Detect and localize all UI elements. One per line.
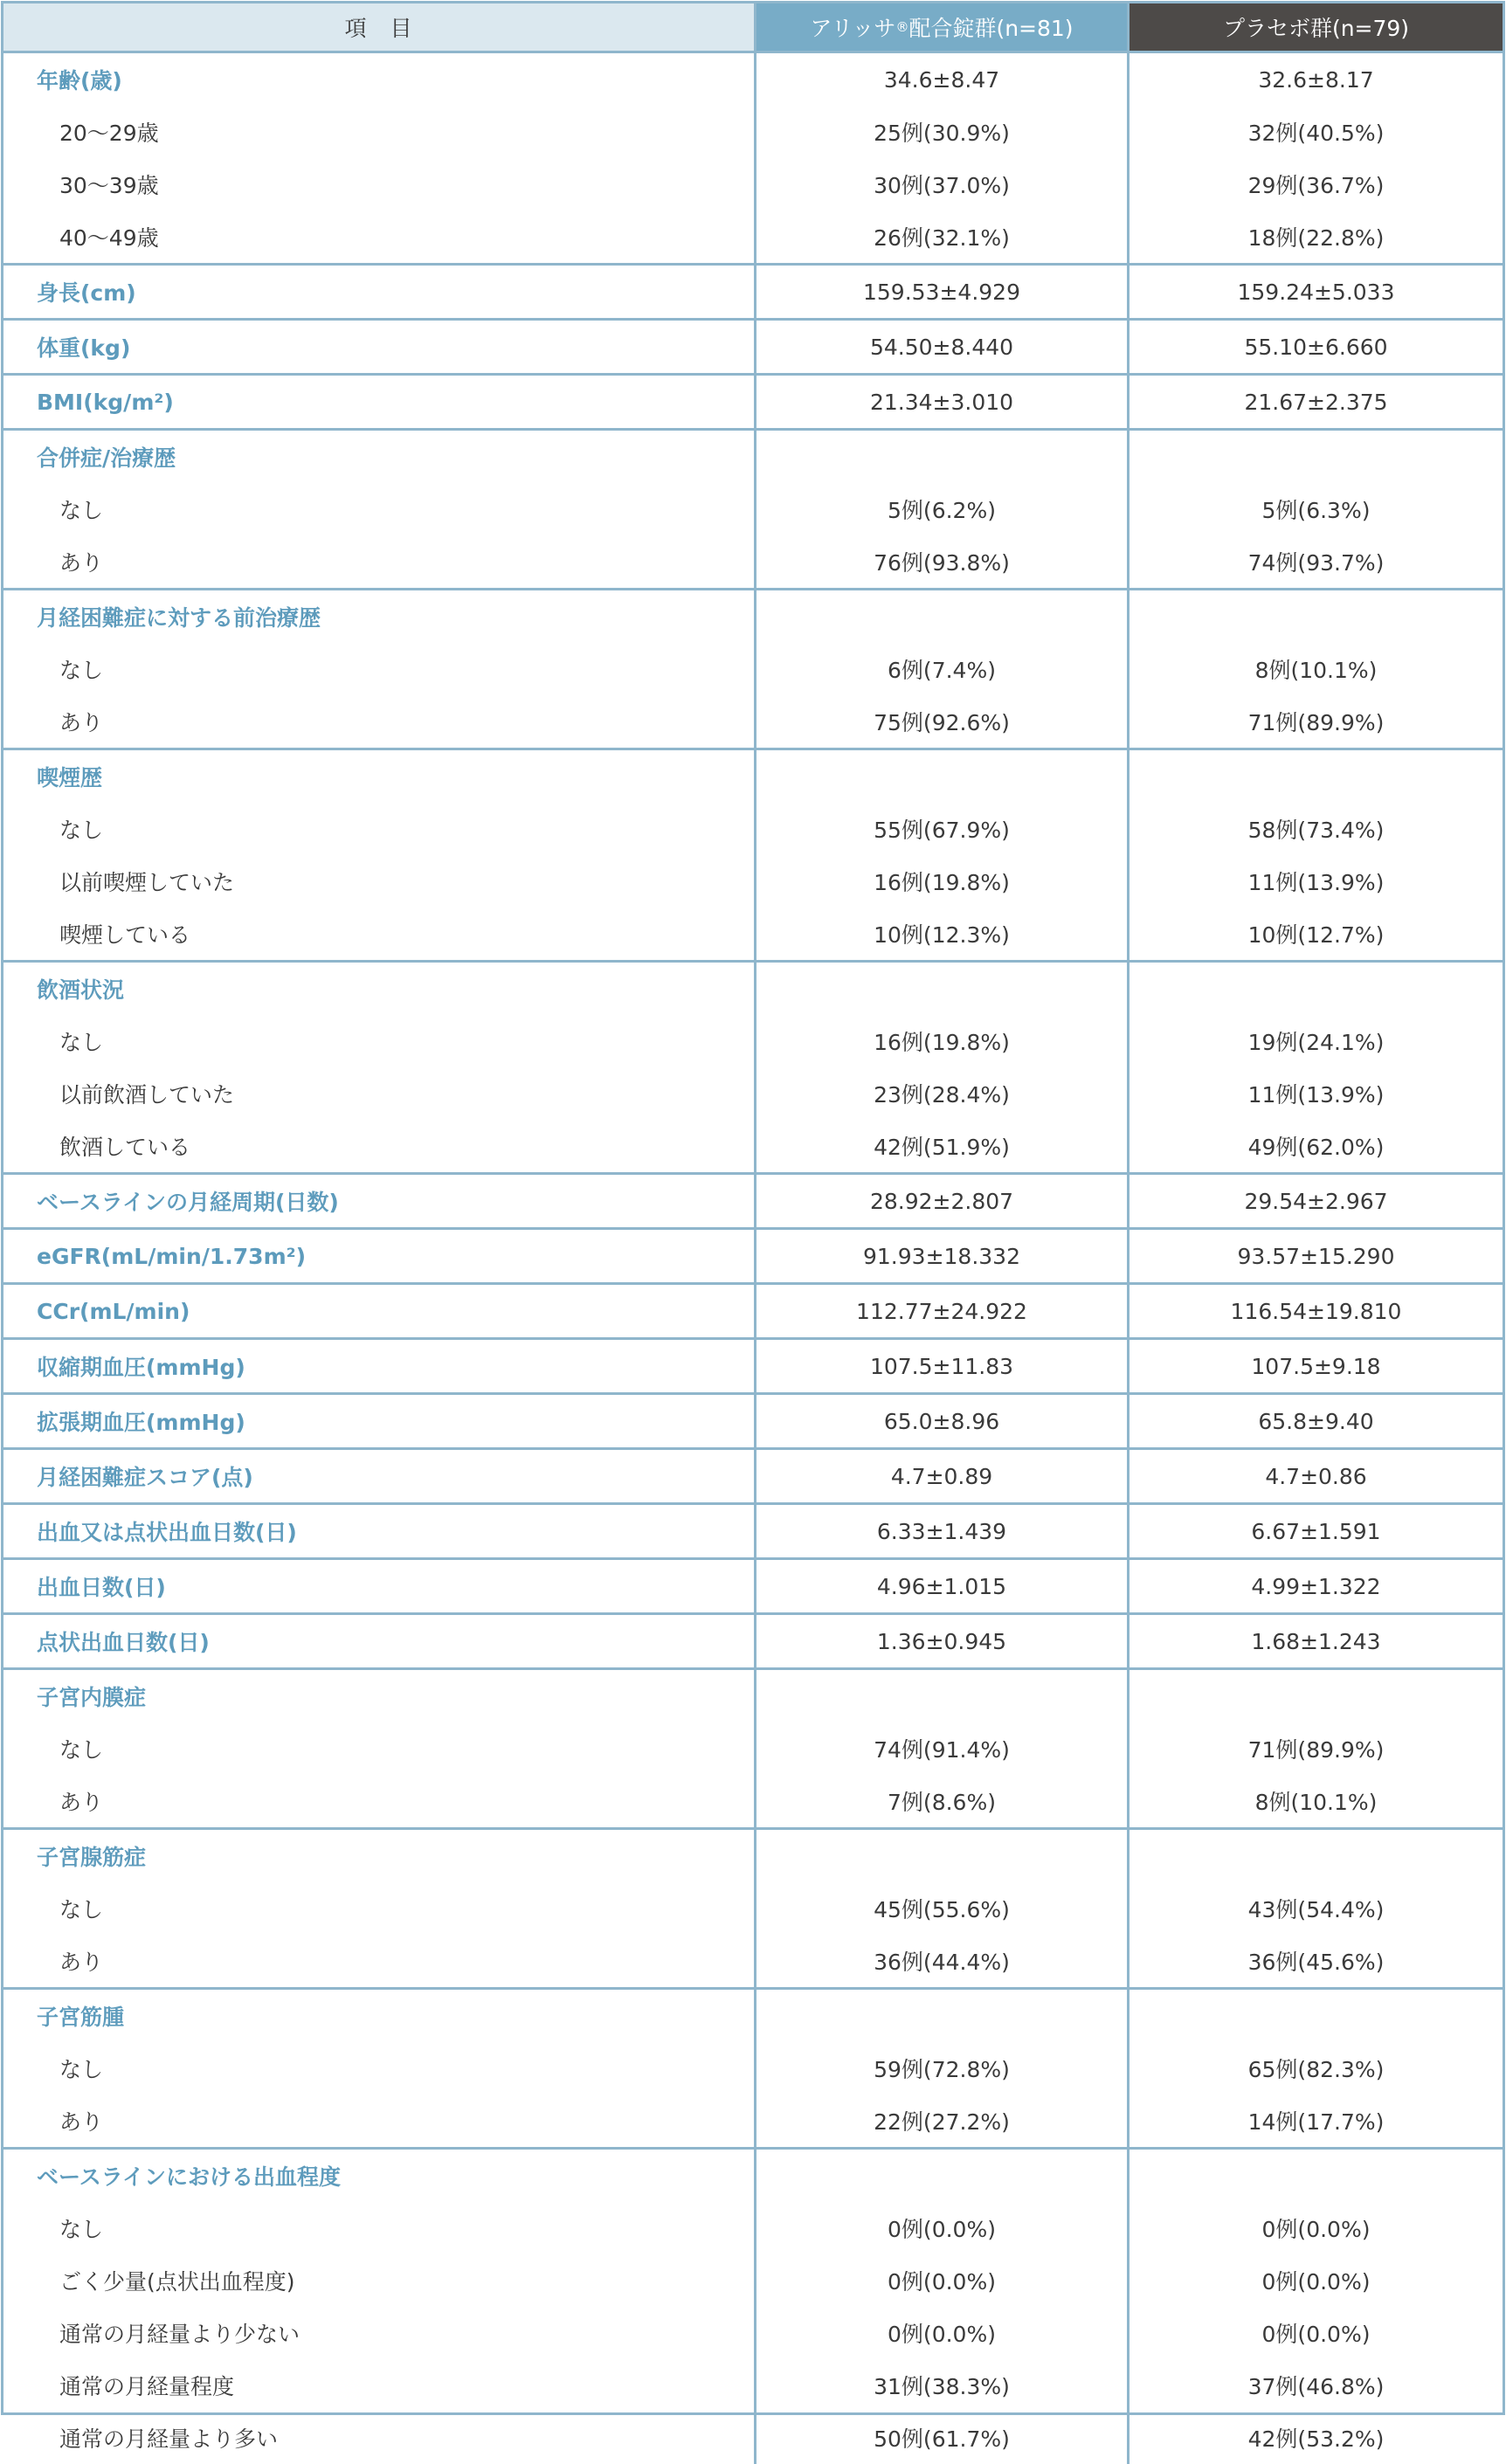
table-row <box>3 211 1503 263</box>
placebo-value: 71例(89.9%) <box>1247 1737 1385 1763</box>
row-category-label: ベースラインにおける出血程度 <box>37 2164 342 2190</box>
table-group <box>3 376 1503 431</box>
row-subitem-label: あり <box>59 1950 104 1975</box>
baseline-characteristics-table <box>1 1 1505 2452</box>
table-row <box>3 750 1503 803</box>
alyssa-value: 6.33±1.439 <box>754 1505 1130 1557</box>
table-row <box>3 1830 1503 1882</box>
row-category-label: 出血日数(日) <box>37 1575 166 1600</box>
table-group <box>3 1505 1503 1560</box>
placebo-value <box>1130 1670 1503 1722</box>
table-row <box>3 1775 1503 1827</box>
alyssa-value: 54.50±8.440 <box>754 321 1130 373</box>
table-row <box>3 2307 1503 2359</box>
row-subitem-label: あり <box>59 710 104 735</box>
alyssa-value <box>754 2150 1130 2202</box>
table-row <box>3 535 1503 588</box>
placebo-value: 42例(53.2%) <box>1247 2426 1385 2452</box>
row-category-label: 年齢(歳) <box>37 68 122 93</box>
table-group <box>3 1670 1503 1830</box>
table-row <box>3 1560 1503 1612</box>
placebo-value: 10例(12.7%) <box>1247 922 1385 948</box>
table-row <box>3 1615 1503 1667</box>
row-category-label: 喫煙歴 <box>37 765 103 790</box>
placebo-value: 8例(10.1%) <box>1254 658 1378 683</box>
row-category-label: 身長(cm) <box>37 280 136 306</box>
alyssa-value: 16例(19.8%) <box>754 855 1130 908</box>
placebo-value: 0例(0.0%) <box>1261 2322 1371 2347</box>
row-subitem-label: 以前喫煙していた <box>59 870 235 895</box>
row-category-label: 拡張期血圧(mmHg) <box>37 1410 245 1435</box>
table-group <box>3 1340 1503 1395</box>
table-group <box>3 1175 1503 1230</box>
alyssa-value: 42例(51.9%) <box>754 1120 1130 1172</box>
placebo-value: 18例(22.8%) <box>1247 225 1385 251</box>
alyssa-value: 76例(93.8%) <box>754 535 1130 588</box>
row-subitem-label: なし <box>59 1737 104 1763</box>
placebo-value: 0例(0.0%) <box>1261 2269 1371 2295</box>
alyssa-value: 75例(92.6%) <box>754 695 1130 748</box>
row-category-label: CCr(mL/min) <box>37 1298 190 1324</box>
alyssa-value: 65.0±8.96 <box>754 1395 1130 1447</box>
row-category-label: ベースラインの月経周期(日数) <box>37 1190 339 1215</box>
placebo-value: 4.7±0.86 <box>1265 1463 1367 1489</box>
row-subitem-label: なし <box>59 658 104 683</box>
alyssa-value <box>754 963 1130 1015</box>
alyssa-value: 0例(0.0%) <box>754 2202 1130 2254</box>
table-row <box>3 643 1503 695</box>
table-group <box>3 431 1503 590</box>
alyssa-value <box>754 1990 1130 2042</box>
alyssa-value: 4.7±0.89 <box>754 1450 1130 1502</box>
table-row <box>3 321 1503 373</box>
placebo-value <box>1130 431 1503 483</box>
placebo-value: 14例(17.7%) <box>1247 2109 1385 2135</box>
row-subitem-label: なし <box>59 2217 104 2242</box>
alyssa-value: 31例(38.3%) <box>754 2359 1130 2412</box>
placebo-value <box>1130 963 1503 1015</box>
table-group <box>3 750 1503 963</box>
row-subitem-label: なし <box>59 818 104 843</box>
row-category-label: 子宮腺筋症 <box>37 1845 147 1870</box>
placebo-value <box>1130 1830 1503 1882</box>
row-subitem-label: 通常の月経量程度 <box>59 2374 235 2399</box>
placebo-value: 8例(10.1%) <box>1254 1790 1378 1815</box>
row-subitem-label: 40〜49歳 <box>59 225 159 251</box>
placebo-value <box>1130 750 1503 803</box>
row-subitem-label: 飲酒している <box>59 1135 191 1160</box>
table-row <box>3 266 1503 318</box>
table-row <box>3 106 1503 158</box>
row-category-label: 子宮内膜症 <box>37 1685 147 1710</box>
table-row <box>3 2150 1503 2202</box>
placebo-value: 4.99±1.322 <box>1251 1573 1381 1599</box>
placebo-value: 43例(54.4%) <box>1247 1897 1385 1922</box>
alyssa-value: 5例(6.2%) <box>754 483 1130 535</box>
placebo-value: 36例(45.6%) <box>1247 1950 1385 1975</box>
placebo-value: 65例(82.3%) <box>1247 2057 1385 2082</box>
table-group <box>3 2150 1503 2464</box>
table-row <box>3 803 1503 855</box>
placebo-value: 65.8±9.40 <box>1258 1408 1374 1434</box>
alyssa-value: 7例(8.6%) <box>754 1775 1130 1827</box>
row-category-label: BMI(kg/m²) <box>37 389 174 415</box>
placebo-value: 29例(36.7%) <box>1247 173 1385 198</box>
header-placebo-group: プラセボ群(n=79) <box>1130 3 1503 51</box>
table-row <box>3 1670 1503 1722</box>
alyssa-value: 23例(28.4%) <box>754 1067 1130 1120</box>
row-category-label: 出血又は点状出血日数(日) <box>37 1520 297 1545</box>
table-row <box>3 1395 1503 1447</box>
row-subitem-label: 20〜29歳 <box>59 121 159 146</box>
table-row <box>3 2254 1503 2307</box>
table-group <box>3 1450 1503 1505</box>
table-row <box>3 1882 1503 1935</box>
alyssa-value: 6例(7.4%) <box>754 643 1130 695</box>
alyssa-value: 45例(55.6%) <box>754 1882 1130 1935</box>
alyssa-value: 112.77±24.922 <box>754 1285 1130 1337</box>
table-row <box>3 590 1503 643</box>
row-subitem-label: あり <box>59 2109 104 2135</box>
alyssa-value: 1.36±0.945 <box>754 1615 1130 1667</box>
alyssa-value: 50例(61.7%) <box>754 2412 1130 2464</box>
table-row <box>3 2042 1503 2095</box>
table-group <box>3 1230 1503 1285</box>
row-subitem-label: あり <box>59 550 104 576</box>
alyssa-value <box>754 431 1130 483</box>
row-category-label: 子宮筋腫 <box>37 2005 125 2030</box>
alyssa-value: 34.6±8.47 <box>754 53 1130 106</box>
row-subitem-label: 通常の月経量より多い <box>59 2426 279 2452</box>
table-row <box>3 1990 1503 2042</box>
row-category-label: 合併症/治療歴 <box>37 445 176 471</box>
placebo-value: 6.67±1.591 <box>1251 1518 1381 1544</box>
table-row <box>3 1450 1503 1502</box>
table-row <box>3 963 1503 1015</box>
placebo-value: 55.10±6.660 <box>1244 334 1388 360</box>
table-group <box>3 1285 1503 1340</box>
table-row <box>3 483 1503 535</box>
placebo-value: 107.5±9.18 <box>1251 1353 1381 1379</box>
alyssa-value: 30例(37.0%) <box>754 158 1130 211</box>
placebo-value: 5例(6.3%) <box>1261 498 1371 523</box>
alyssa-value: 159.53±4.929 <box>754 266 1130 318</box>
placebo-value: 37例(46.8%) <box>1247 2374 1385 2399</box>
placebo-value <box>1130 590 1503 643</box>
table-group <box>3 1830 1503 1990</box>
table-row <box>3 2202 1503 2254</box>
placebo-value: 32例(40.5%) <box>1247 121 1385 146</box>
placebo-value: 74例(93.7%) <box>1247 550 1385 576</box>
table-row <box>3 908 1503 960</box>
table-row <box>3 2359 1503 2412</box>
row-subitem-label: なし <box>59 1030 104 1055</box>
alyssa-value: 25例(30.9%) <box>754 106 1130 158</box>
alyssa-value: 22例(27.2%) <box>754 2095 1130 2147</box>
alyssa-value <box>754 1670 1130 1722</box>
placebo-value: 19例(24.1%) <box>1247 1030 1385 1055</box>
table-row <box>3 158 1503 211</box>
alyssa-value <box>754 1830 1130 1882</box>
placebo-value: 21.67±2.375 <box>1244 389 1388 415</box>
table-group <box>3 1395 1503 1450</box>
table-row <box>3 1722 1503 1775</box>
row-subitem-label: なし <box>59 1897 104 1922</box>
alyssa-value: 21.34±3.010 <box>754 376 1130 428</box>
placebo-value: 0例(0.0%) <box>1261 2217 1371 2242</box>
table-group <box>3 53 1503 266</box>
placebo-value: 29.54±2.967 <box>1244 1188 1388 1214</box>
table-row <box>3 53 1503 106</box>
row-subitem-label: ごく少量(点状出血程度) <box>59 2269 295 2295</box>
table-row <box>3 431 1503 483</box>
row-subitem-label: なし <box>59 498 104 523</box>
table-row <box>3 1230 1503 1282</box>
table-row <box>3 1935 1503 1987</box>
table-row <box>3 1067 1503 1120</box>
table-header <box>3 3 1503 53</box>
table-row <box>3 1015 1503 1067</box>
placebo-value <box>1130 2150 1503 2202</box>
alyssa-value: 0例(0.0%) <box>754 2307 1130 2359</box>
row-category-label: eGFR(mL/min/1.73m²) <box>37 1243 306 1269</box>
table-group <box>3 1615 1503 1670</box>
alyssa-value <box>754 750 1130 803</box>
placebo-value: 159.24±5.033 <box>1237 279 1395 305</box>
table-group <box>3 963 1503 1175</box>
table-row <box>3 1175 1503 1227</box>
placebo-value: 49例(62.0%) <box>1247 1135 1385 1160</box>
header-item: 項 目 <box>3 3 754 51</box>
table-row <box>3 695 1503 748</box>
alyssa-value: 26例(32.1%) <box>754 211 1130 263</box>
row-category-label: 収縮期血圧(mmHg) <box>37 1355 245 1380</box>
alyssa-value: 4.96±1.015 <box>754 1560 1130 1612</box>
table-group <box>3 1560 1503 1615</box>
row-category-label: 月経困難症に対する前治療歴 <box>37 605 321 631</box>
alyssa-value: 16例(19.8%) <box>754 1015 1130 1067</box>
table-group <box>3 266 1503 321</box>
table-row <box>3 1120 1503 1172</box>
row-category-label: 体重(kg) <box>37 335 131 361</box>
placebo-value: 32.6±8.17 <box>1258 66 1374 93</box>
table-group <box>3 1990 1503 2150</box>
table-group <box>3 321 1503 376</box>
alyssa-value: 91.93±18.332 <box>754 1230 1130 1282</box>
alyssa-value: 59例(72.8%) <box>754 2042 1130 2095</box>
placebo-value <box>1130 1990 1503 2042</box>
header-alyssa-group: アリッサ ® 配合錠群(n=81) <box>754 3 1130 51</box>
alyssa-value: 10例(12.3%) <box>754 908 1130 960</box>
placebo-value: 1.68±1.243 <box>1251 1628 1381 1654</box>
table-row <box>3 2095 1503 2147</box>
row-subitem-label: 通常の月経量より少ない <box>59 2322 301 2347</box>
table-row <box>3 376 1503 428</box>
table-row <box>3 1340 1503 1392</box>
row-subitem-label: 以前飲酒していた <box>59 1082 235 1108</box>
alyssa-value <box>754 590 1130 643</box>
row-category-label: 月経困難症スコア(点) <box>37 1465 253 1490</box>
placebo-value: 11例(13.9%) <box>1247 870 1385 895</box>
row-category-label: 飲酒状況 <box>37 977 125 1003</box>
table-group <box>3 590 1503 750</box>
table-row <box>3 1505 1503 1557</box>
placebo-value: 58例(73.4%) <box>1247 818 1385 843</box>
table-row <box>3 855 1503 908</box>
alyssa-value: 55例(67.9%) <box>754 803 1130 855</box>
placebo-value: 93.57±15.290 <box>1237 1243 1395 1269</box>
row-subitem-label: 喫煙している <box>59 922 191 948</box>
placebo-value: 116.54±19.810 <box>1230 1298 1402 1324</box>
placebo-value: 71例(89.9%) <box>1247 710 1385 735</box>
placebo-value: 11例(13.9%) <box>1247 1082 1385 1108</box>
table-row <box>3 2412 1503 2464</box>
row-category-label: 点状出血日数(日) <box>37 1630 210 1655</box>
table-row <box>3 1285 1503 1337</box>
row-subitem-label: なし <box>59 2057 104 2082</box>
alyssa-value: 0例(0.0%) <box>754 2254 1130 2307</box>
alyssa-value: 107.5±11.83 <box>754 1340 1130 1392</box>
alyssa-value: 74例(91.4%) <box>754 1722 1130 1775</box>
table-body <box>3 53 1503 2464</box>
alyssa-value: 28.92±2.807 <box>754 1175 1130 1227</box>
row-subitem-label: あり <box>59 1790 104 1815</box>
row-subitem-label: 30〜39歳 <box>59 173 159 198</box>
alyssa-value: 36例(44.4%) <box>754 1935 1130 1987</box>
